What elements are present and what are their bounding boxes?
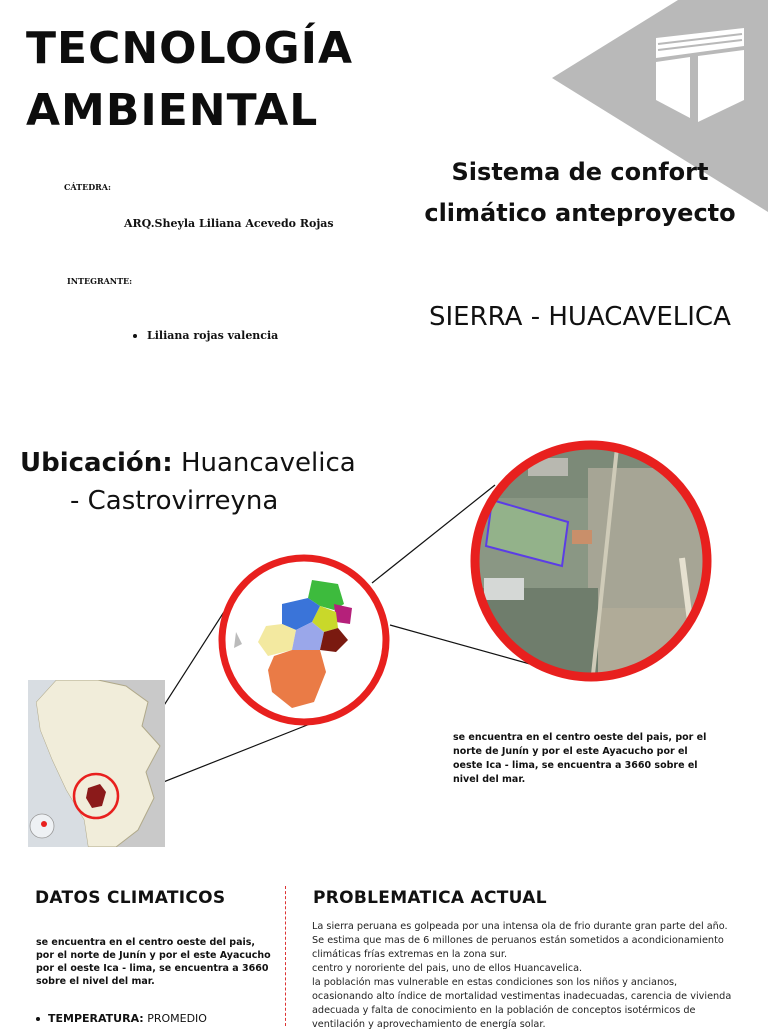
peru-map: [28, 680, 165, 847]
problematica-paragraph: La sierra peruana es golpeada por una intensa ola de frio durante gran parte del año.: [312, 921, 728, 932]
problematica-paragraph: la población mas vulnerable en estas condiciones son los niños y ancianos, ocasionando alto índice de mortalidad vestimentas inadecuadas, carencia de vivienda adecuada y falta de conocimiento en la población de conceptos isotérmicos de ventilación y aprovechamiento de energía solar.: [312, 977, 732, 1030]
title-line2: AMBIENTAL: [26, 85, 319, 136]
subtitle-line2: climático anteproyecto: [424, 199, 736, 227]
problematica-heading: PROBLEMATICA ACTUAL: [313, 888, 547, 908]
location-description: se encuentra en el centro oeste del pais, por el norte de Junín y por el este Ayacucho por el oeste Ica - lima, se encuentra a 3660 sobre el nivel del mar.: [453, 732, 707, 785]
subtitle-line1: Sistema de confort: [451, 158, 709, 186]
site-aerial-photo: [468, 438, 714, 684]
datos-text: se encuentra en el centro oeste del pais, por el norte de Junín y por el este Ayacucho por el oeste Ica - lima, se encuentra a 3660 sobre el nivel del mar.: [36, 937, 271, 987]
catedra-name: ARQ.Sheyla Liliana Acevedo Rojas: [124, 217, 334, 230]
bullet-icon: [36, 1017, 40, 1021]
problematica-paragraph: centro y nororiente del pais, uno de ellos Huancavelica.: [312, 963, 583, 974]
location-value-line1: Huancavelica: [180, 448, 356, 478]
region-map-circle: [216, 552, 392, 728]
section-divider: [285, 886, 286, 1026]
problematica-text: [312, 920, 732, 1032]
temperature-label: TEMPERATURA:: [48, 1012, 144, 1025]
temperature-value: PROMEDIO: [147, 1012, 207, 1025]
temperature-item: [36, 1012, 207, 1025]
problematica-paragraph: Se estima que mas de 6 millones de peruanos están sometidos a acondicionamiento climáticas frías extremas en la zona sur.: [312, 935, 724, 960]
catedra-label: CÁTEDRA:: [64, 182, 111, 192]
integrante-name: Liliana rojas valencia: [147, 329, 279, 342]
integrante-label: INTEGRANTE:: [67, 276, 133, 286]
title-line1: TECNOLOGÍA: [26, 23, 354, 74]
location-value-line2: - Castrovirreyna: [70, 486, 279, 516]
datos-heading: DATOS CLIMATICOS: [35, 888, 226, 908]
region-label: SIERRA - HUACAVELICA: [429, 302, 731, 332]
location-label: Ubicación:: [20, 448, 173, 478]
